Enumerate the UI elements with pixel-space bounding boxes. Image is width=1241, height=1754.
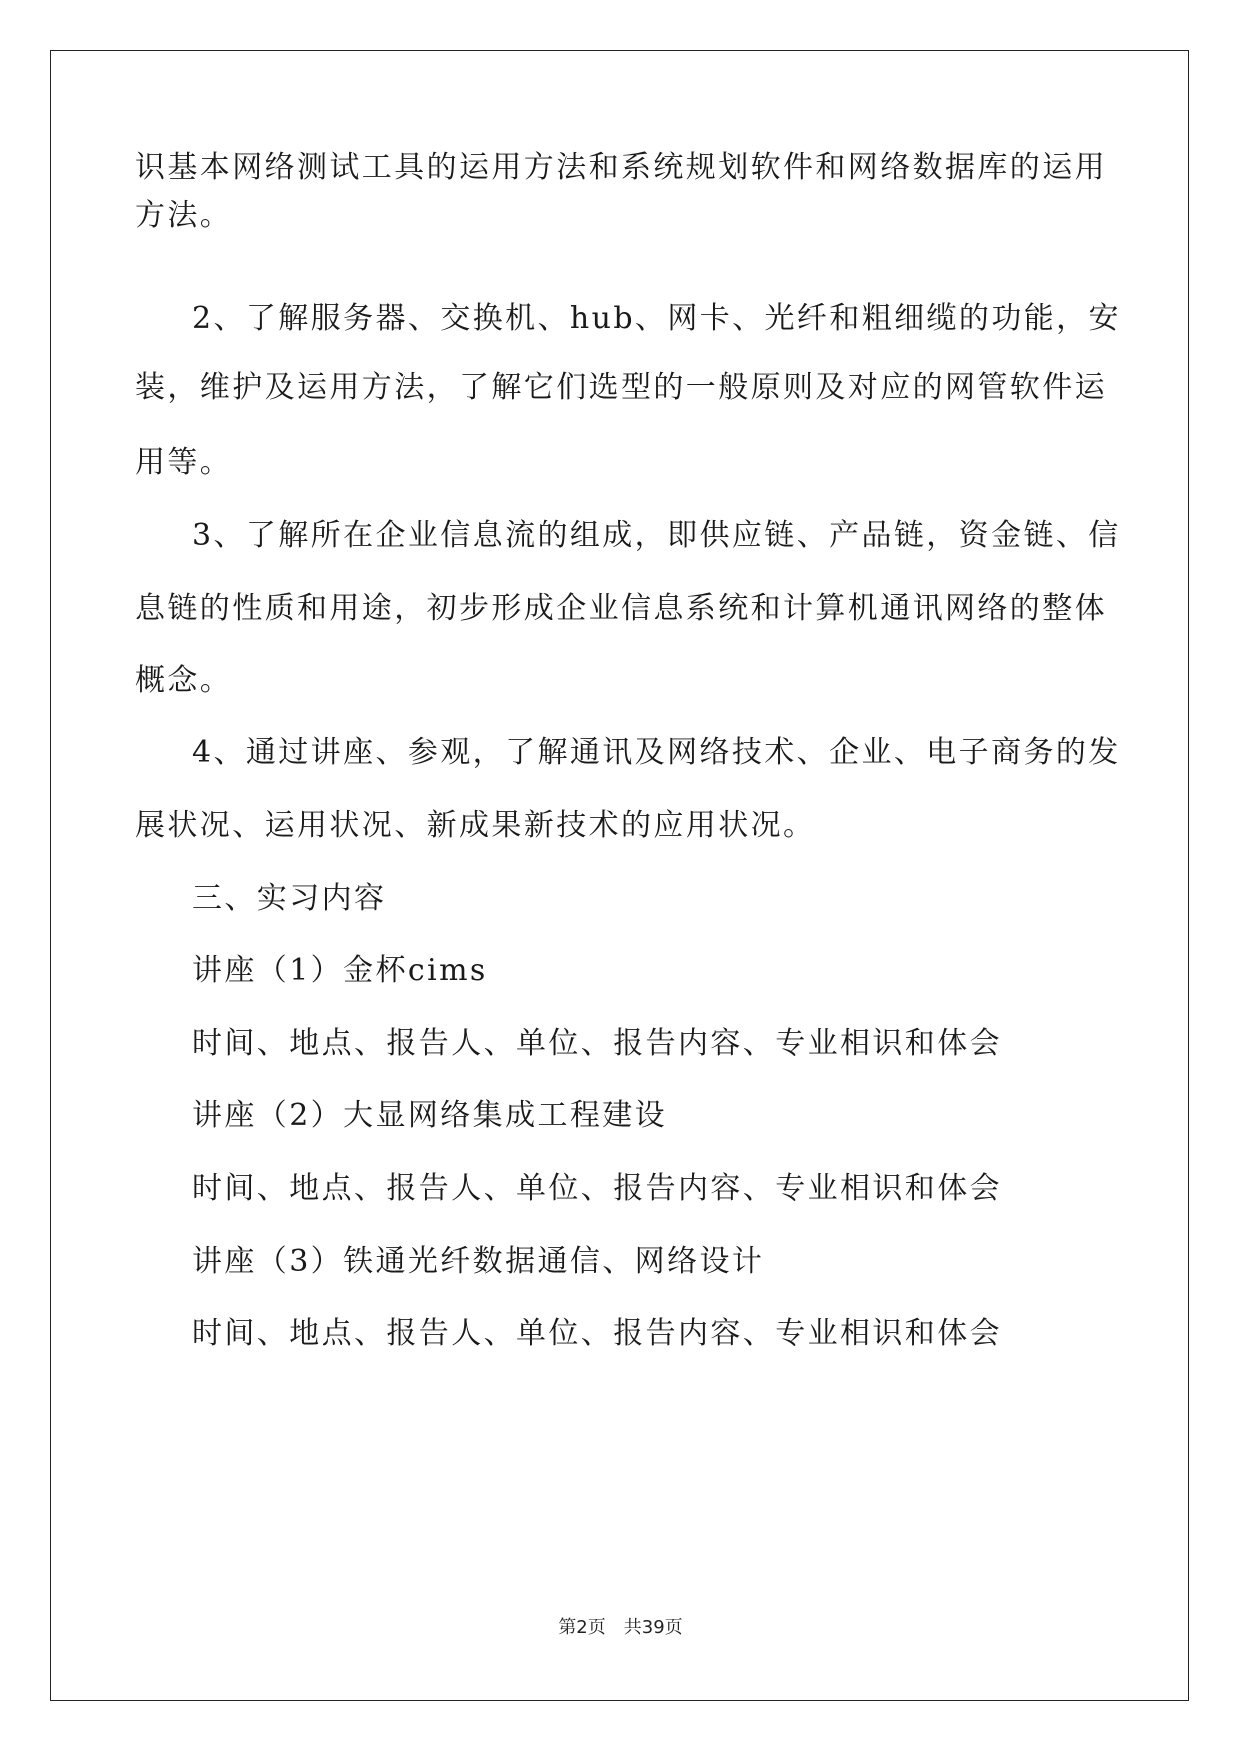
paragraph-2-line-1: 2、了解服务器、交换机、hub、网卡、光纤和粗细缆的功能，安 <box>192 301 1121 336</box>
paragraph-1-line-2: 方法。 <box>135 198 233 233</box>
page-border <box>50 50 1189 1701</box>
page-number-footer: 第2页 共39页 <box>558 1617 683 1638</box>
lecture-3-details: 时间、地点、报告人、单位、报告内容、专业相识和体会 <box>192 1316 1002 1351</box>
lecture-1-title: 讲座（1）金杯cims <box>192 953 488 988</box>
lecture-1-details: 时间、地点、报告人、单位、报告内容、专业相识和体会 <box>192 1026 1002 1061</box>
paragraph-3-line-2: 息链的性质和用途，初步形成企业信息系统和计算机通讯网络的整体 <box>135 591 1107 626</box>
paragraph-3-line-1: 3、了解所在企业信息流的组成，即供应链、产品链，资金链、信 <box>192 518 1121 553</box>
section-heading-internship-content: 三、实习内容 <box>192 881 387 916</box>
paragraph-3-line-3: 概念。 <box>135 663 233 698</box>
lecture-2-details: 时间、地点、报告人、单位、报告内容、专业相识和体会 <box>192 1171 1002 1206</box>
paragraph-2-line-2: 装，维护及运用方法，了解它们选型的一般原则及对应的网管软件运 <box>135 370 1107 405</box>
paragraph-2-line-3: 用等。 <box>135 445 233 480</box>
paragraph-1-line-1: 识基本网络测试工具的运用方法和系统规划软件和网络数据库的运用 <box>135 150 1107 185</box>
paragraph-4-line-1: 4、通过讲座、参观，了解通讯及网络技术、企业、电子商务的发 <box>192 735 1121 770</box>
paragraph-4-line-2: 展状况、运用状况、新成果新技术的应用状况。 <box>135 808 816 843</box>
lecture-3-title: 讲座（3）铁通光纤数据通信、网络设计 <box>192 1244 765 1279</box>
lecture-2-title: 讲座（2）大显网络集成工程建设 <box>192 1098 668 1133</box>
